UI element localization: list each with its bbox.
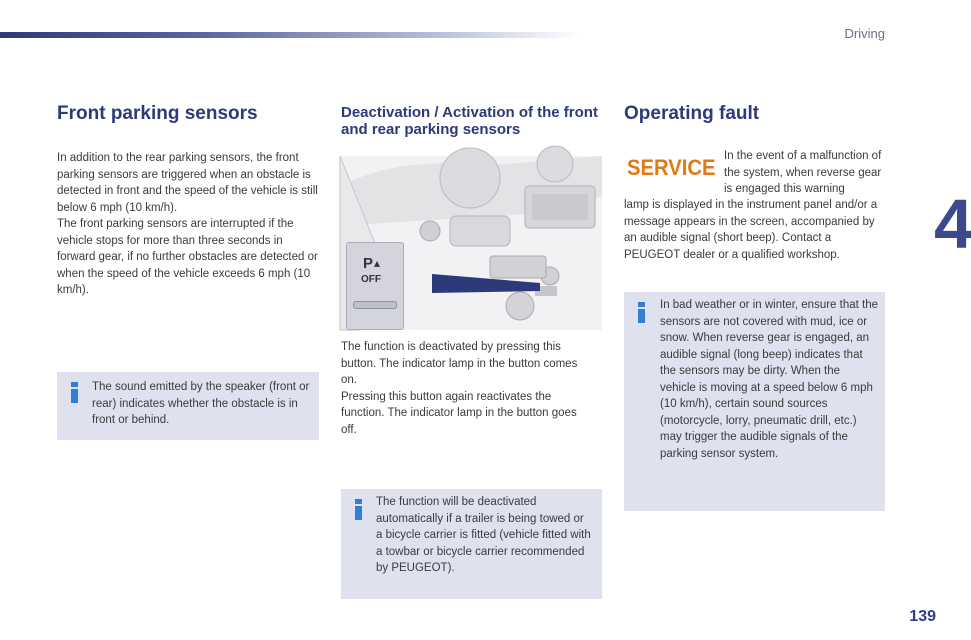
front-sensors-text [57, 150, 319, 299]
deactivation-title: Deactivation / Activation of the front and rear parking sensors [341, 104, 598, 138]
front-sensors-title: Front parking sensors [57, 103, 258, 124]
front-sensors-para-1: In addition to the rear parking sensors, the front parking sensors are triggered when an obstacle is detected in front and the speed of the vehicle is still below 6 mph (10 km/h). [57, 152, 318, 214]
service-warning-icon: SERVICE [627, 155, 716, 180]
info-box-weather [624, 292, 885, 511]
info-icon [355, 499, 363, 520]
operating-fault-title: Operating fault [624, 103, 760, 124]
off-label: OFF [361, 274, 381, 285]
deactivation-para-1: The function is deactivated by pressing this button. The indicator lamp in the button comes on. [341, 341, 578, 386]
front-sensors-para-2: The front parking sensors are interrupted if the vehicle stops for more than three seconds in forward gear, if no further obstacles are detected or when the speed of the vehicle exceeds 6 mph (10 km/h). [57, 218, 318, 296]
parking-sensor-button[interactable] [346, 242, 404, 330]
fault-intro-text: In the event of a malfunction of the system, when reverse gear is engaged this warning [724, 150, 882, 195]
deactivation-text [341, 339, 593, 438]
sound-wave-icon: ▴ [374, 256, 381, 270]
indicator-lamp [353, 301, 397, 309]
fault-text: lamp is displayed in the instrument panel and/or a message appears in the screen, accompanied by an audible signal (short beep). Contact a PEUGEOT dealer or a qualified workshop. [624, 199, 878, 261]
page-number: 139 [909, 608, 936, 625]
parking-p-symbol: P [363, 255, 374, 272]
info-trailer-text: The function will be deactivated automatically if a trailer is being towed or a bicycle carrier is fitted (vehicle fitted with a towbar or bicycle carrier recommended by PEUGEOT). [376, 496, 591, 574]
header-bar [0, 32, 580, 38]
chapter-number-text: 4 [934, 185, 971, 263]
section-label: Driving [844, 26, 885, 41]
info-speaker-text: The sound emitted by the speaker (front or rear) indicates whether the obstacle is in front or behind. [92, 381, 310, 426]
info-icon [638, 302, 646, 323]
deactivation-para-2: Pressing this button again reactivates the function. The indicator lamp in the button goes off. [341, 390, 577, 436]
info-weather-text: In bad weather or in winter, ensure that the sensors are not covered with mud, ice or snow. When reverse gear is engaged, an audible signal (long beep) indicates that the sensors may be dirty. When the vehicle is moving at a speed below 6 mph (10 km/h), certain sound sources (motorcycle, lorry, pneumatic drill, etc.) may trigger the audible signals of the parking sensor system. [660, 299, 878, 460]
info-icon [71, 382, 79, 403]
info-box-speaker [57, 372, 319, 440]
info-box-trailer [341, 489, 602, 599]
